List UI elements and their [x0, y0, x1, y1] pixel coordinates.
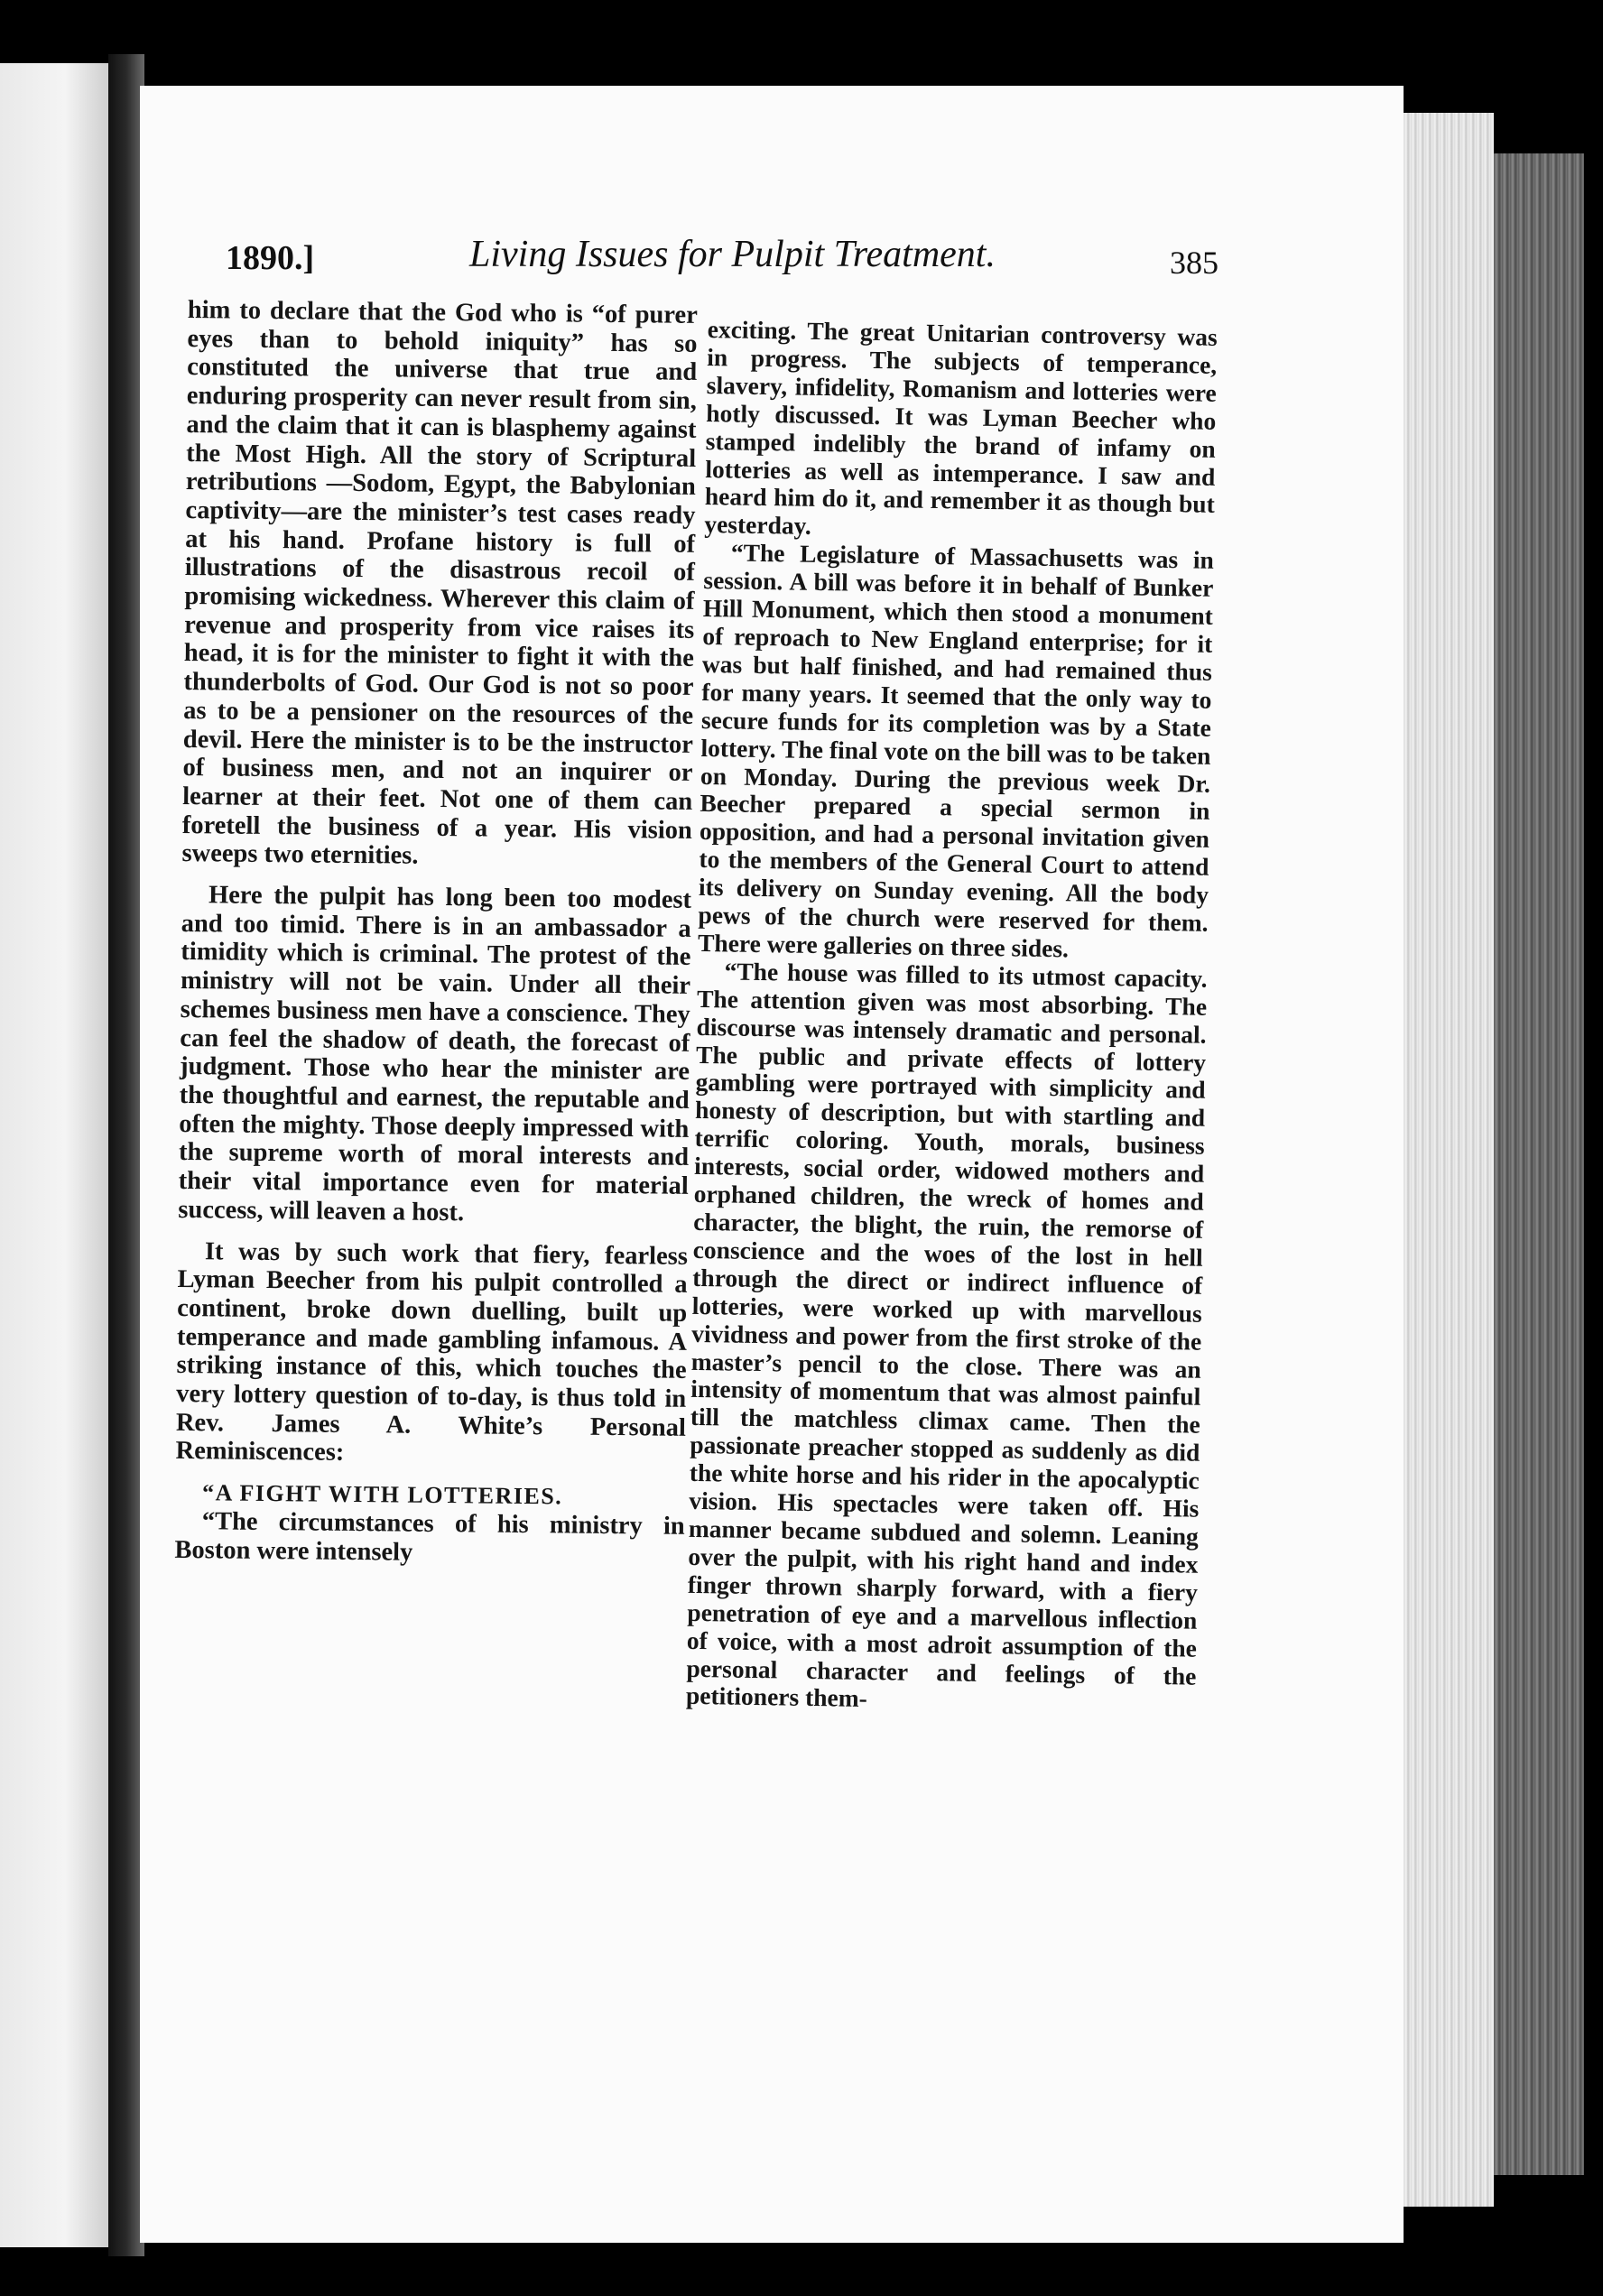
- paragraph: It was by such work that fiery, fearless Lyman Beecher from his pulpit controlled a continent, broke down duelling, built up temperance and made gambling infamous. A striking instance of this, which touches the very lottery question of to-day, is thus told in Rev. James A. White’s Personal Reminiscences:: [175, 1236, 689, 1467]
- paragraph: “The circumstances of his ministry in Boston were intensely: [174, 1507, 685, 1567]
- paragraph: him to declare that the God who is “of purer eyes than to behold iniquity” has so constituted the universe that true and enduring prosperity can never result from sin, and the claim that it can is blasphemy against the Most High. All the story of Scriptural retributions —Sodom, Egypt, the Babylonian captivity—are the minister’s test cases ready at his hand. Profane history is full of illustrations of the disastrous recoil of promising wickedness. Wherever this claim of revenue and prosperity from vice raises its head, it is for the minister to fight it with the thunderbolts of God. Our God is not so poor as to be a pensioner on the resources of the devil. Here the minister is to be the instructor of business men, and not an inquirer or learner at their feet. Not one of them can foretell the business of a year. His vision sweeps two eternities.: [181, 296, 698, 871]
- page-stack-edge: [1404, 113, 1494, 2207]
- left-text-column: [174, 296, 698, 1569]
- paragraph: “The Legislature of Massachusetts was in session. A bill was before it in behalf of Bunker Hill Monument, which then stood a monument of reproach to New England enterprise; for it was but half finished, and had remained thus for many years. It seemed that the only way to secure funds for its completion was by a State lottery. The final vote on the bill was to be taken on Monday. During the previous week Dr. Beecher prepared a special sermon in opposition, and had a personal invitation given to the members of the General Court to attend its delivery on Sunday evening. All the body pews of the church were reserved for them. There were galleries on three sides.: [697, 538, 1215, 963]
- right-text-column: [686, 316, 1218, 1718]
- paragraph: exciting. The great Unitarian controversy was in progress. The subjects of temperance, slavery, infidelity, Romanism and lotteries were hotly discussed. It was Lyman Beecher who stamped indelibly the brand of infamy on lotteries as well as intemperance. I saw and heard him do it, and remember it as though but yesterday.: [704, 315, 1218, 541]
- running-header: [226, 233, 1228, 287]
- paragraph: Here the pulpit has long been too modest and too timid. There is in an ambassador a timidity which is criminal. The protest of the ministry will not be vain. Under all their schemes business men have a conscience. They can feel the shadow of death, the forecast of judgment. Those who hear the minister are the thoughtful and earnest, the reputable and often the mighty. Those deeply impressed with the supreme worth of moral interests and their vital importance even for material success, will leaven a host.: [178, 881, 692, 1227]
- header-title: Living Issues for Pulpit Treatment.: [469, 234, 996, 275]
- section-heading: “A FIGHT WITH LOTTERIES.: [201, 1479, 563, 1510]
- book-gutter: [108, 54, 144, 2256]
- header-year: 1890.]: [226, 239, 315, 277]
- paragraph: “The house was filled to its utmost capacity. The attention given was most absorbing. The discourse was intensely dramatic and personal. The public and private effects of lottery gambling were portrayed with simplicity and honesty of description, but with startling and terrific coloring. Youth, morals, business interests, social order, widowed mothers and orphaned children, the wreck of homes and character, the blight, the ruin, the remorse of conscience and the woes of the lost in hell through the direct or indirect influence of lotteries, were worked up with marvellous vividness and power from the first stroke of the master’s pencil to the close. There was an intensity of momentum that was almost painful till the matchless climax came. Then the passionate preacher stopped as suddenly as did the white horse and his rider in the apocalyptic vision. His spectacles were taken off. His manner became subdued and solemn. Leaning over the pulpit, with his right hand and index finger thrown sharply forward, with a fiery penetration of eye and a marvellous inflection of voice, with a most adroit assumption of the personal character and feelings of the petitioners them-: [685, 957, 1208, 1713]
- book-cover-edge: [1494, 153, 1584, 2175]
- page-number: 385: [1170, 245, 1218, 281]
- facing-page-edge: [0, 63, 108, 2247]
